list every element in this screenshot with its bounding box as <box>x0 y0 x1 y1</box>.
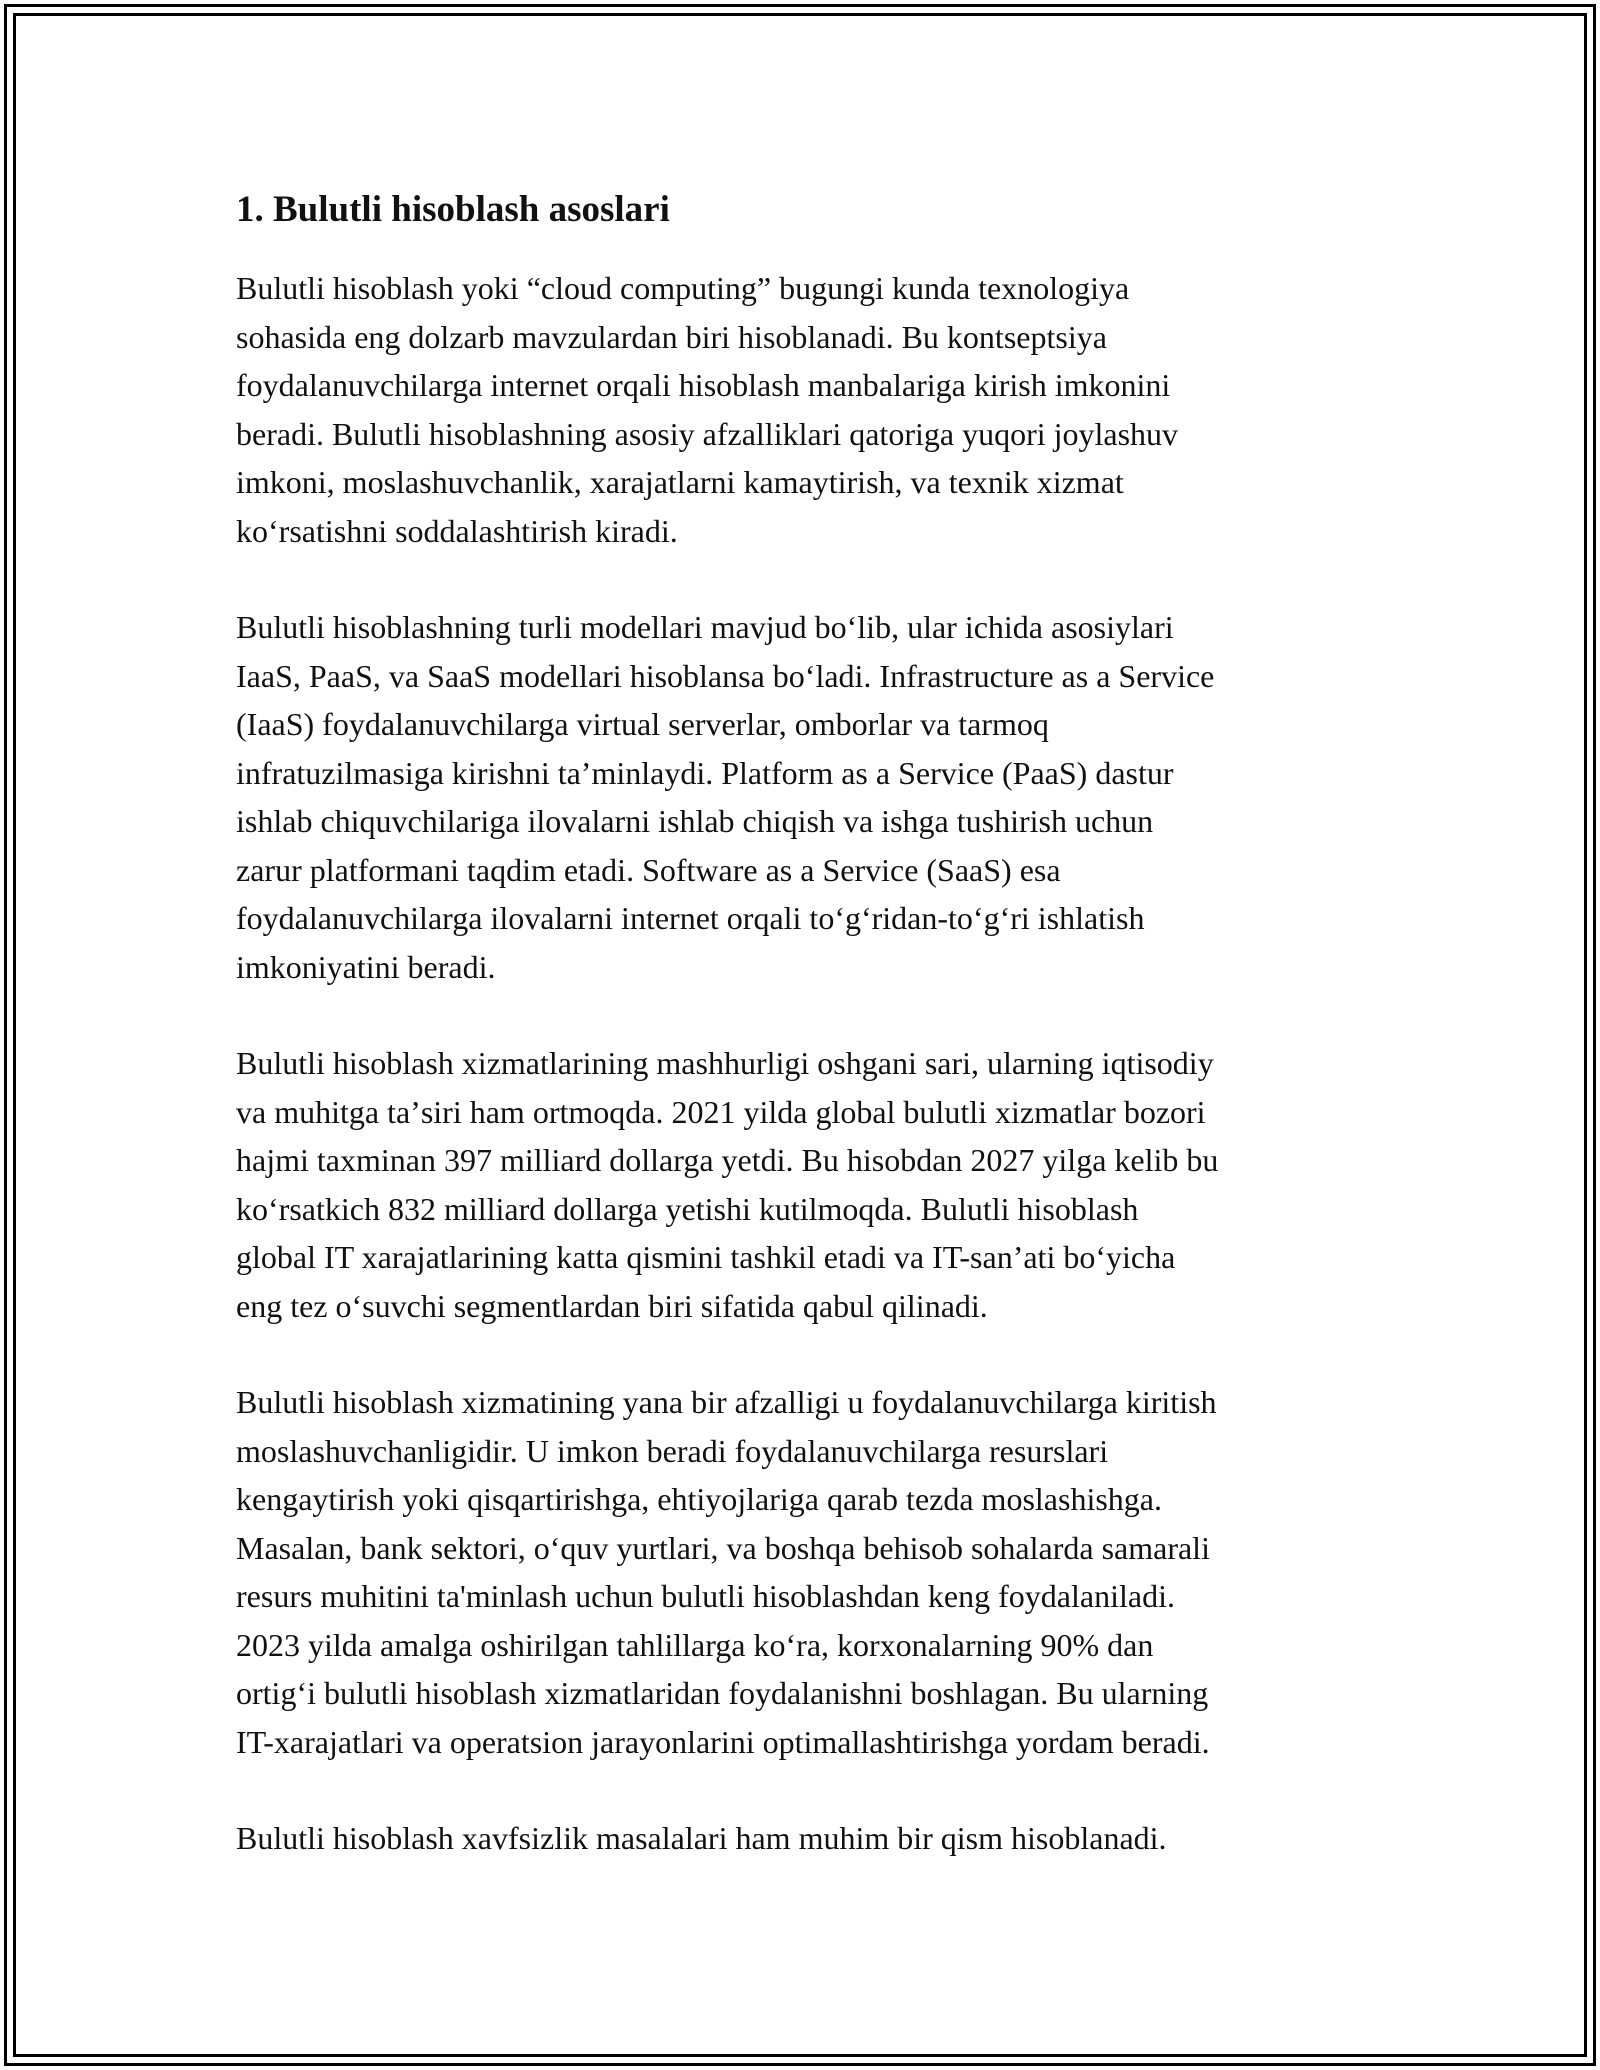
text-line: foydalanuvchilarga internet orqali hisoblash manbalariga kirish imkonini <box>236 367 1171 403</box>
text-line: beradi. Bulutli hisoblashning asosiy afzalliklari qatoriga yuqori joylashuv <box>236 415 1179 452</box>
text-line: moslashuvchanligidir. U imkon beradi foydalanuvchilarga resurslari <box>236 1432 1109 1469</box>
text-line: Bulutli hisoblash yoki “cloud computing” bugungi kunda texnologiya <box>236 270 1130 306</box>
text-line: (IaaS) foydalanuvchilarga virtual serverlar, omborlar va tarmoq <box>236 706 1049 742</box>
text-line: Bulutli hisoblash xavfsizlik masalalari ham muhim bir qism hisoblanadi. <box>236 1820 1167 1856</box>
text-line: eng tez oʻsuvchi segmentlardan biri sifatida qabul qilinadi. <box>236 1287 988 1324</box>
text-line: kengaytirish yoki qisqartirishga, ehtiyojlariga qarab tezda moslashishga. <box>236 1481 1162 1517</box>
text-line: resurs muhitini ta'minlash uchun bulutli hisoblashdan keng foydalaniladi. <box>236 1578 1175 1614</box>
text-line: sohasida eng dolzarb mavzulardan biri hisoblanadi. Bu kontseptsiya <box>236 318 1107 355</box>
text-line: IaaS, PaaS, va SaaS modellari hisoblansa boʻladi. Infrastructure as a Service <box>236 657 1215 694</box>
text-line: ishlab chiquvchilariga ilovalarni ishlab chiqish va ishga tushirish uchun <box>236 803 1154 839</box>
text-line: Bulutli hisoblash xizmatlarining mashhurligi oshgani sari, ularning iqtisodiy <box>236 1045 1214 1081</box>
paragraph-models <box>236 603 1376 991</box>
paragraph-security <box>236 1814 1376 1863</box>
text-line: foydalanuvchilarga ilovalarni internet orqali toʻgʻridan-toʻgʻri ishlatish <box>236 900 1145 936</box>
paragraph-intro <box>236 264 1376 555</box>
text-line: IT-xarajatlari va operatsion jarayonlarini optimallashtirishga yordam beradi. <box>236 1723 1210 1760</box>
text-line: hajmi taxminan 397 milliard dollarga yetdi. Bu hisobdan 2027 yilga kelib bu <box>236 1142 1219 1178</box>
text-line: 2023 yilda amalga oshirilgan tahlillarga koʻra, korxonalarning 90% dan <box>236 1626 1154 1663</box>
paragraph-flexibility <box>236 1378 1376 1766</box>
section-heading: 1. Bulutli hisoblash asoslari <box>236 189 670 230</box>
text-line: Bulutli hisoblash xizmatining yana bir afzalligi u foydalanuvchilarga kiritish <box>236 1384 1217 1420</box>
paragraph-market <box>236 1039 1376 1330</box>
text-line: Masalan, bank sektori, oʻquv yurtlari, va boshqa behisob sohalarda samarali <box>236 1529 1210 1566</box>
text-line: imkoniyatini beradi. <box>236 948 496 985</box>
text-line: ortigʻi bulutli hisoblash xizmatlaridan foydalanishni boshlagan. Bu ularning <box>236 1675 1209 1711</box>
text-line: global IT xarajatlarining katta qismini tashkil etadi va IT-sanʼati boʻyicha <box>236 1239 1176 1275</box>
text-line: imkoni, moslashuvchanlik, xarajatlarni kamaytirish, va texnik xizmat <box>236 464 1124 500</box>
text-line: infratuzilmasiga kirishni taʼminlaydi. Platform as a Service (PaaS) dastur <box>236 754 1174 791</box>
text-line: va muhitga taʼsiri ham ortmoqda. 2021 yilda global bulutli xizmatlar bozori <box>236 1093 1206 1130</box>
text-line: koʻrsatishni soddalashtirish kiradi. <box>236 512 678 549</box>
text-line: zarur platformani taqdim etadi. Software as a Service (SaaS) esa <box>236 851 1061 888</box>
document-body <box>236 186 1376 1911</box>
text-line: Bulutli hisoblashning turli modellari mavjud boʻlib, ular ichida asosiylari <box>236 609 1174 645</box>
text-line: koʻrsatkich 832 milliard dollarga yetishi kutilmoqda. Bulutli hisoblash <box>236 1190 1139 1227</box>
